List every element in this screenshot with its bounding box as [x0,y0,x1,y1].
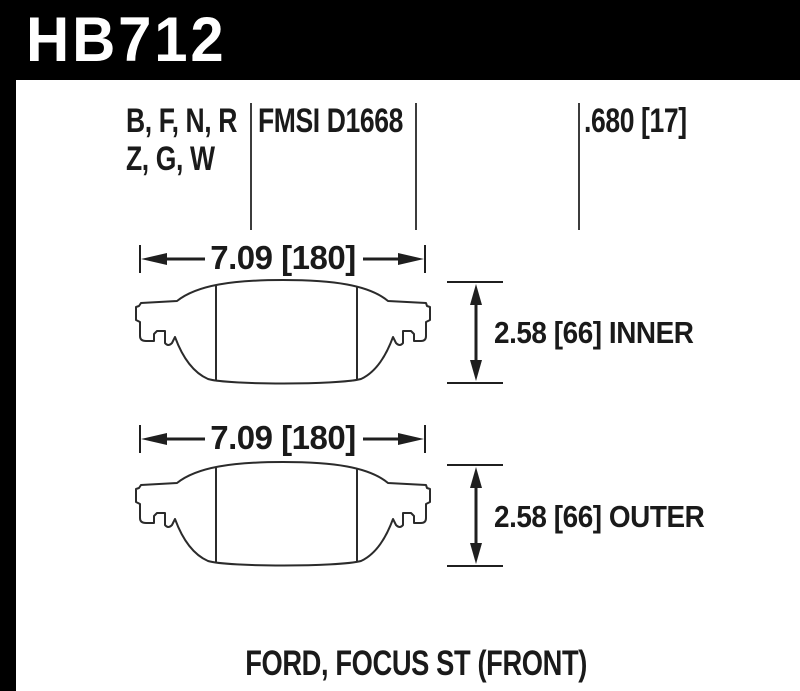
part-number: HB712 [26,5,227,75]
vehicle-application [32,644,800,684]
width-dimension-outer [133,419,433,456]
vehicle-application-text: FORD, FOCUS ST (FRONT) [245,644,587,683]
width-dimension-label: 7.09 [180] [210,419,356,456]
pad-thickness: .680 [17] [584,102,687,140]
column-divider [578,103,580,230]
left-border-band [0,0,16,691]
compound-codes-line1: B, F, N, R [126,102,238,140]
compound-codes-line2: Z, G, W [126,140,215,178]
fmsi-number: FMSI D1668 [258,102,403,140]
column-divider [250,103,252,230]
height-dimension-label-outer: 2.58 [66] OUTER [494,499,705,534]
column-divider [415,103,417,230]
height-dimension-label-inner: 2.58 [66] INNER [494,315,694,350]
brake-pad-drawing-inner [133,276,433,388]
compound-codes [126,102,237,178]
width-dimension-label: 7.09 [180] [210,239,356,276]
brake-pad-drawing-outer [133,458,433,570]
width-dimension-inner [133,239,433,276]
